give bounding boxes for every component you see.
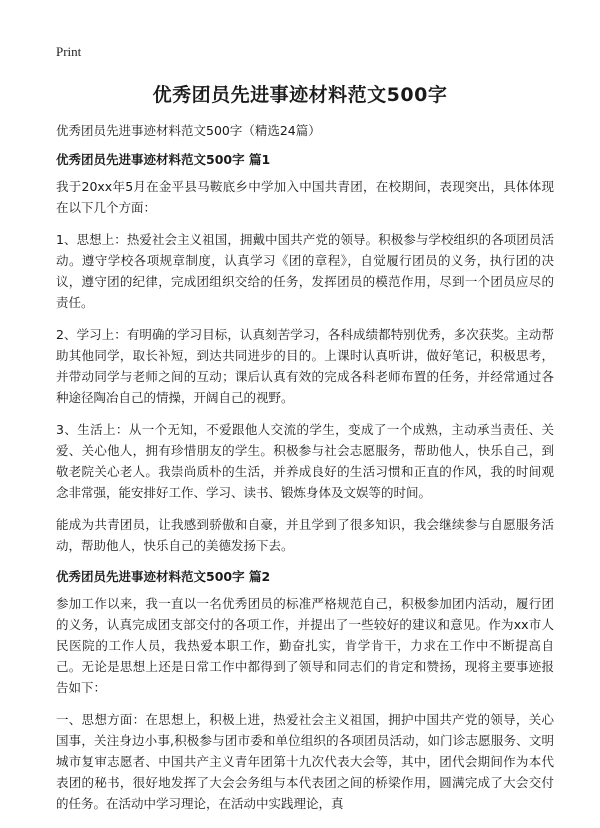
paragraph: 3、生活上：从一个无知，不爱跟他人交流的学生，变成了一个成熟，主动承当责任、关爱、关心他人，拥有珍惜朋友的学生。积极参与社会志愿服务，帮助他人，快乐自己，到敬老院关心老人。我崇尚质朴的生活，并养成良好的生活习惯和正直的作风，我的时间观念非常强，能安排好工作、学习、读书、锻炼身体及文娱等的时间。 <box>56 422 554 500</box>
paragraph: 能成为共青团员，让我感到骄傲和自豪，并且学到了很多知识，我会继续参与自愿服务活动，帮助他人，快乐自己的美德发扬下去。 <box>56 517 554 553</box>
document-body <box>56 150 554 825</box>
section-2 <box>56 567 554 814</box>
section-heading: 优秀团员先进事迹材料范文500字 篇2 <box>56 569 271 584</box>
print-label[interactable]: Print <box>56 44 82 59</box>
page-title: 优秀团员先进事迹材料范文500字 <box>152 84 448 106</box>
paragraph: 参加工作以来，我一直以一名优秀团员的标准严格规范自己，积极参加团内活动，履行团的义务，认真完成团支部交付的各项工作，并提出了一些较好的建议和意见。作为xx市人民医院的工作人员，我热爱本职工作，勤奋扎实，肯学肯干，力求在工作中不断提高自己。无论是思想上还是日常工作中都得到了领导和同志们的肯定和赞扬，现将主要事迹报告如下： <box>56 596 554 695</box>
paragraph: 一、思想方面：在思想上，积极上进，热爱社会主义祖国，拥护中国共产党的领导，关心国事，关注身边小事,积极参与团市委和单位组织的各项团员活动，如门诊志愿服务、文明城市复审志愿者、中国共产主义青年团第十九次代表大会等，其中，团代会期间作为本代表团的秘书，很好地发挥了大会会务组与本代表团之间的桥梁作用，圆满完成了大会交付的任务。在活动中学习理论，在活动中实践理论，真 <box>56 712 554 811</box>
section-1 <box>56 150 554 556</box>
paragraph: 2、学习上：有明确的学习目标，认真刻苦学习，各科成绩都特别优秀，多次获奖。主动帮助其他同学，取长补短，到达共同进步的目的。上课时认真听讲，做好笔记，积极思考，并带动同学与老师之间的互动；课后认真有效的完成各科老师布置的任务，并经常通过各种途径陶冶自己的情操，开阔自己的视野。 <box>56 327 554 405</box>
paragraph: 我于20xx年5月在金平县马鞍底乡中学加入中国共青团，在校期间，表现突出，具体体现在以下几个方面： <box>56 179 554 215</box>
page-subtitle: 优秀团员先进事迹材料范文500字（精选24篇） <box>56 123 321 138</box>
paragraph: 1、思想上：热爱社会主义祖国，拥戴中国共产党的领导。积极参与学校组织的各项团员活动。遵守学校各项规章制度，认真学习《团的章程》，自觉履行团员的义务，执行团的决议，遵守团的纪律，完成团组织交给的任务，发挥团员的模范作用，尽到一个团员应尽的责任。 <box>56 232 554 310</box>
section-heading: 优秀团员先进事迹材料范文500字 篇1 <box>56 152 271 167</box>
